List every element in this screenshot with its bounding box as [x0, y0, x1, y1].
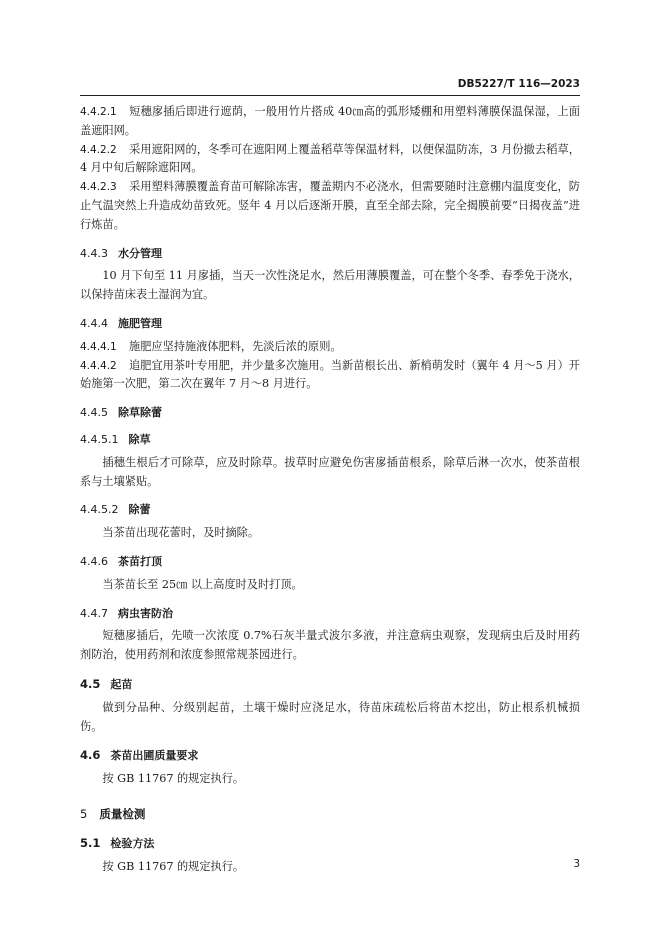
clause-text: 采用遮阳网的，冬季可在遮阳网上覆盖稻草等保温材料，以便保温防冻，3 月份撤去稻草，4 月中旬后解除遮阳网。: [80, 142, 580, 175]
clause-number: 4.4.4.2: [80, 359, 117, 372]
clause-number: 4.4.2.1: [80, 106, 117, 118]
clause-text: 追肥宜用茶叶专用肥，并少量多次施用。当新苗根长出、新梢萌发时（翼年 4 月～5 月）开始施第一次肥，第二次在翼年 7 月～8 月进行。: [80, 358, 580, 391]
section-4-4-7-paragraph: 短穗扅插后，先喷一次浓度 0.7%石灰半量式波尔多液，并注意病虫观察，发现病虫后及时用药剂防治，使用药剂和浓度参照常规茶园进行。: [80, 629, 580, 662]
section-number: 4.4.3: [80, 246, 108, 260]
clause-number: 4.4.2.2: [80, 143, 117, 156]
section-number: 4.4.6: [80, 554, 108, 568]
clause-4-4-4-2: [80, 357, 580, 395]
section-4-4-4-heading: [80, 315, 580, 334]
section-4-4-5-2-heading: [80, 501, 580, 520]
section-4-4-5-1-heading: [80, 431, 580, 450]
section-number: 4.4.5.2: [80, 503, 119, 517]
section-title: 除草除蕾: [118, 406, 162, 420]
clause-4-4-4-1: [80, 338, 580, 357]
section-4-4-5-2-paragraph: 当茶苗出现花蕾时，及时摘除。: [102, 526, 260, 540]
section-number: 4.5: [80, 676, 101, 691]
section-4-4-5-heading: [80, 404, 580, 423]
section-5-heading: [80, 805, 580, 824]
clause-text: 采用塑料薄膜覆盖育苗可解除冻害，覆盖期内不必浇水，但需要随时注意棚内温度变化，防止气温突然上升造成幼苗致死。竖年 4 月以后逐渐开膜，直至全部去除，完全揭膜前要“日揭夜盖”进行炼苗。: [80, 180, 580, 231]
section-number: 4.4.5.1: [80, 432, 119, 446]
section-title: 施肥管理: [118, 316, 162, 330]
section-4-4-3-heading: [80, 245, 580, 264]
section-4-4-6-heading: [80, 553, 580, 572]
section-5-1-paragraph: 按 GB 11767 的规定执行。: [102, 859, 245, 873]
document-body: [80, 103, 580, 876]
clause-4-4-2-2: [80, 141, 580, 179]
header-rule: [80, 95, 580, 96]
section-number: 4.4.5: [80, 406, 108, 420]
section-4-4-7-heading: [80, 605, 580, 624]
section-4-5-paragraph: 做到分品种、分级别起苗，土壤干燥时应浇足水，待苗床疏松后将苗木挖出，防止根系机械损伤。: [80, 700, 580, 733]
section-title: 起苗: [110, 677, 133, 691]
section-4-6-heading: [80, 746, 580, 766]
clause-4-4-2-1: [80, 103, 580, 141]
section-number: 4.6: [80, 748, 101, 763]
section-4-6-paragraph: 按 GB 11767 的规定执行。: [102, 772, 245, 786]
section-4-4-3-paragraph: 10 月下旬至 11 月扅插，当天一次性浇足水，然后用薄膜覆盖，可在整个冬季、春季免于浇水，以保持苗床表土湿润为宜。: [80, 269, 580, 302]
page-number: 3: [573, 858, 580, 870]
clause-number: 4.4.2.3: [80, 181, 117, 194]
section-number: 4.4.4: [80, 316, 108, 330]
section-number: 5.1: [80, 835, 101, 850]
section-number: 4.4.7: [80, 606, 108, 620]
section-number: 5: [80, 806, 88, 821]
section-4-5-heading: [80, 675, 580, 695]
document-code: DB5227/T 116—2023: [457, 78, 580, 90]
section-title: 茶苗出圃质量要求: [110, 749, 199, 763]
section-title: 茶苗打顶: [118, 554, 162, 568]
section-title: 除草: [128, 432, 151, 446]
clause-text: 施肥应坚持施液体肥料，先淡后浓的原则。: [129, 339, 342, 353]
section-4-4-6-paragraph: 当茶苗长至 25㎝ 以上高度时及时打顶。: [102, 577, 303, 591]
section-title: 水分管理: [118, 246, 162, 260]
section-4-4-5-1-paragraph: 插穗生根后才可除草，应及时除草。拔草时应避免伤害扅插苗根系，除草后淋一次水，使茶苗根系与土壤紧贴。: [80, 455, 580, 488]
section-title: 除蕾: [128, 503, 151, 517]
section-title: 病虫害防治: [118, 606, 173, 620]
section-title: 检验方法: [110, 836, 155, 850]
clause-4-4-2-3: [80, 178, 580, 234]
clause-number: 4.4.4.1: [80, 340, 117, 353]
section-title: 质量检测: [99, 806, 146, 821]
clause-text: 短穗扅插后即进行遮荫，一般用竹片搭成 40㎝高的弧形矮棚和用塑料薄膜保温保湿，上面盖遮阳网。: [80, 105, 580, 137]
section-5-1-heading: [80, 834, 580, 854]
